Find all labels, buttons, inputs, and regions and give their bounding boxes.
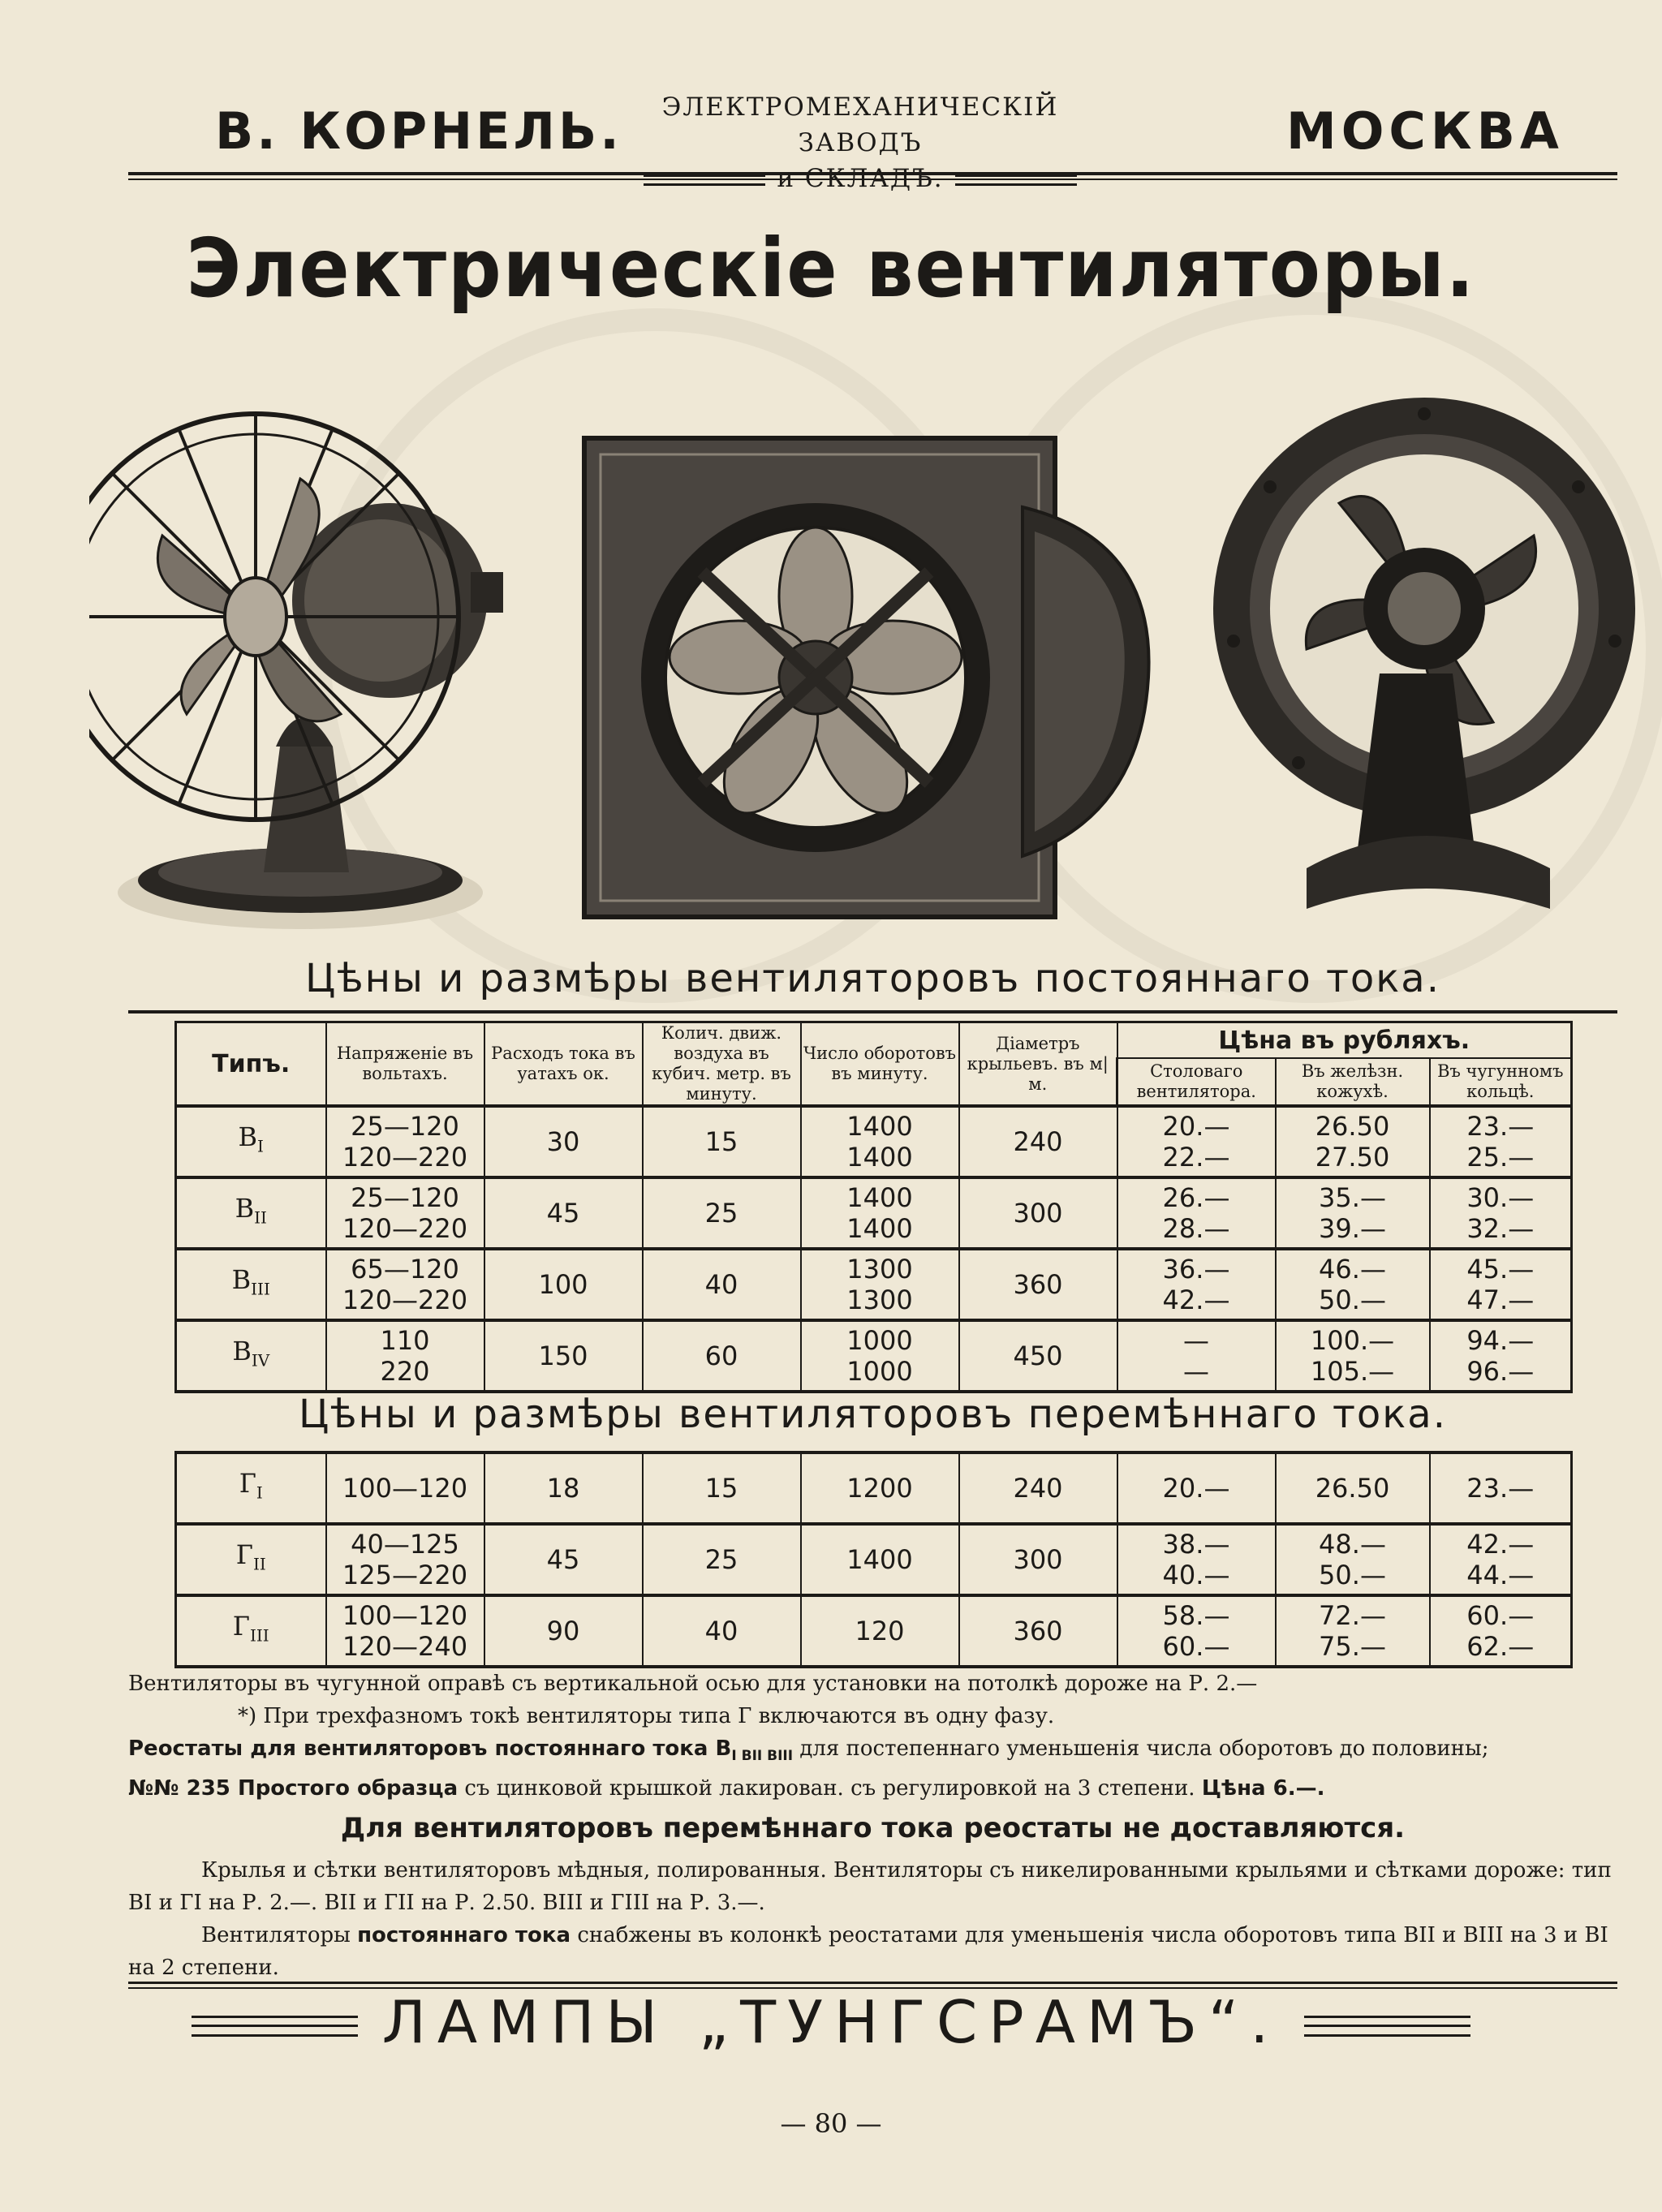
dc-price-table xyxy=(174,1021,1573,1393)
diameter-cell: 300 xyxy=(959,1524,1117,1595)
voltage-cell: 110 220 xyxy=(326,1320,484,1392)
header-type: Типъ. xyxy=(176,1022,326,1107)
rpm-cell: 1300 1300 xyxy=(801,1249,959,1320)
header-voltage: Напряженiе въ вольтахъ. xyxy=(326,1022,484,1107)
dc-row xyxy=(176,1106,1572,1177)
note-column-bold: постояннаго тока xyxy=(357,1923,571,1947)
header-rpm: Число оборотовъ въ минуту. xyxy=(801,1022,959,1107)
dc-row xyxy=(176,1249,1572,1320)
watts-cell: 100 xyxy=(484,1249,643,1320)
voltage-cell: 25—120 120—220 xyxy=(326,1177,484,1249)
note-rheostats-rest: для постепеннаго уменьшенiя числа оборотовъ до половины; xyxy=(793,1736,1489,1761)
price-iron-cell: 35.— 39.— xyxy=(1276,1177,1430,1249)
note-column-a: Вентиляторы xyxy=(201,1923,358,1947)
ac-price-table xyxy=(174,1451,1573,1668)
header-price-group: Цѣна въ рубляхъ. xyxy=(1117,1022,1572,1059)
note-rheostats-sub1: I B xyxy=(731,1748,752,1765)
ac-section-title: Цѣны и размѣры вентиляторовъ перемѣннаго тока. xyxy=(299,1392,1447,1437)
price-table-cell: 20.— xyxy=(1117,1452,1276,1524)
type-cell: $B_{II}$ xyxy=(176,1177,326,1249)
price-iron-cell: 46.— 50.— xyxy=(1276,1249,1430,1320)
air-cell: 15 xyxy=(643,1452,801,1524)
air-cell: 40 xyxy=(643,1249,801,1320)
air-cell: 25 xyxy=(643,1177,801,1249)
rpm-cell: 1400 1400 xyxy=(801,1106,959,1177)
diameter-cell: 240 xyxy=(959,1452,1117,1524)
watts-cell: 45 xyxy=(484,1177,643,1249)
diameter-cell: 360 xyxy=(959,1249,1117,1320)
note-rheostats-bold: Реостаты для вентиляторовъ постояннаго тока B xyxy=(128,1736,732,1761)
note-ceiling-mount: Вентиляторы въ чугунной оправѣ съ вертикальной осью для установки на потолкѣ дороже на Р. 2.— xyxy=(128,1672,1258,1696)
price-table-cell: 58.— 60.— xyxy=(1117,1595,1276,1667)
rpm-cell: 120 xyxy=(801,1595,959,1667)
header-diameter: Дiаметръ крыльевъ. въ м|м. xyxy=(959,1022,1117,1107)
note-rheostats-sub2: II B xyxy=(751,1748,778,1765)
ac-no-rheostats-note: Для вентиляторовъ перемѣннаго тока реостаты не доставляются. xyxy=(340,1812,1406,1844)
ac-row xyxy=(176,1524,1572,1595)
note-nickel-plated: Крылья и сѣтки вентиляторовъ мѣдныя, полированныя. Вентиляторы съ никелированными крыльями и сѣтками дороже: тип BI и ГI на Р. 2.—. BII и ГII на Р. 2.50. BIII и ГIII на Р. 3.—. xyxy=(128,1858,1612,1915)
note-column-b: снабжены въ колонкѣ реостатами для уменьшенiя числа оборотовъ типа BII и BIII на 3 и BI на 2 степени. xyxy=(128,1923,1608,1980)
header-watts: Расходъ тока въ уатахъ ок. xyxy=(484,1022,643,1107)
note-model-price: Цѣна 6.—. xyxy=(1201,1776,1325,1801)
ring-fan-illustration xyxy=(1209,381,1647,949)
type-cell: $Г_{II}$ xyxy=(176,1524,326,1595)
subtitle-line-2-text: и СКЛАДЪ. xyxy=(777,164,944,193)
voltage-cell: 100—120 120—240 xyxy=(326,1595,484,1667)
price-table-cell: 36.— 42.— xyxy=(1117,1249,1276,1320)
price-iron-cell: 26.50 xyxy=(1276,1452,1430,1524)
dc-section-title: Цѣны и размѣры вентиляторовъ постояннаго тока. xyxy=(305,956,1440,1001)
note-rheostats xyxy=(128,1732,1621,1772)
watts-cell: 18 xyxy=(484,1452,643,1524)
price-iron-cell: 26.50 27.50 xyxy=(1276,1106,1430,1177)
table-top-rule xyxy=(128,1010,1617,1013)
notes-block xyxy=(128,1668,1621,1805)
subtitle-line-1: ЭЛЕКТРОМЕХАНИЧЕСКIЙ ЗАВОДЪ xyxy=(661,93,1059,157)
voltage-cell: 25—120 120—220 xyxy=(326,1106,484,1177)
header-price-iron: Въ желѣзн. кожухѣ. xyxy=(1276,1058,1430,1106)
note-three-phase: *) При трехфазномъ токѣ вентиляторы типа Г включаются въ одну фазу. xyxy=(238,1704,1055,1728)
dc-row xyxy=(176,1177,1572,1249)
watts-cell: 45 xyxy=(484,1524,643,1595)
header-price-ring: Въ чугунномъ кольцѣ. xyxy=(1430,1058,1572,1106)
price-ring-cell: 94.— 96.— xyxy=(1430,1320,1572,1392)
footer-brand-text: ЛАМПЫ „ТУНГСРАМЪ“. xyxy=(381,1988,1281,2056)
price-iron-cell: 100.— 105.— xyxy=(1276,1320,1430,1392)
type-cell: $B_I$ xyxy=(176,1106,326,1177)
air-cell: 60 xyxy=(643,1320,801,1392)
type-cell: $B_{III}$ xyxy=(176,1249,326,1320)
price-ring-cell: 60.— 62.— xyxy=(1430,1595,1572,1667)
desk-fan-illustration xyxy=(89,365,544,941)
note-rheostats-sub3: III xyxy=(777,1748,794,1765)
ac-row xyxy=(176,1595,1572,1667)
diameter-cell: 360 xyxy=(959,1595,1117,1667)
header-rule xyxy=(128,172,1617,180)
voltage-cell: 65—120 120—220 xyxy=(326,1249,484,1320)
price-table-cell: 26.— 28.— xyxy=(1117,1177,1276,1249)
note-model-235 xyxy=(128,1772,1621,1805)
diameter-cell: 300 xyxy=(959,1177,1117,1249)
dc-row xyxy=(176,1320,1572,1392)
company-name: В. КОРНЕЛЬ. xyxy=(215,101,622,161)
header-price-table: Столоваго вентилятора. xyxy=(1117,1058,1276,1106)
air-cell: 25 xyxy=(643,1524,801,1595)
dc-table-body xyxy=(176,1106,1572,1392)
ac-row xyxy=(176,1452,1572,1524)
price-ring-cell: 23.— 25.— xyxy=(1430,1106,1572,1177)
air-cell: 15 xyxy=(643,1106,801,1177)
price-table-cell: 20.— 22.— xyxy=(1117,1106,1276,1177)
diameter-cell: 450 xyxy=(959,1320,1117,1392)
watts-cell: 30 xyxy=(484,1106,643,1177)
type-cell: $Г_{III}$ xyxy=(176,1595,326,1667)
footer-ornament-left xyxy=(192,2016,358,2037)
rpm-cell: 1400 xyxy=(801,1524,959,1595)
footer-ornament-right xyxy=(1304,2016,1470,2037)
voltage-cell: 40—125 125—220 xyxy=(326,1524,484,1595)
page-title: Электрическiе вентиляторы. xyxy=(186,221,1476,316)
watts-cell: 90 xyxy=(484,1595,643,1667)
note-model-bold: №№ 235 Простого образца xyxy=(128,1776,459,1801)
page-number: — 80 — xyxy=(780,2108,882,2139)
footer-brand-banner xyxy=(0,1988,1662,2056)
diameter-cell: 240 xyxy=(959,1106,1117,1177)
table-header-row xyxy=(176,1022,1572,1059)
price-table-cell: — — xyxy=(1117,1320,1276,1392)
voltage-cell: 100—120 xyxy=(326,1452,484,1524)
type-cell: $B_{IV}$ xyxy=(176,1320,326,1392)
price-ring-cell: 23.— xyxy=(1430,1452,1572,1524)
price-ring-cell: 30.— 32.— xyxy=(1430,1177,1572,1249)
watts-cell: 150 xyxy=(484,1320,643,1392)
type-cell: $Г_I$ xyxy=(176,1452,326,1524)
price-iron-cell: 48.— 50.— xyxy=(1276,1524,1430,1595)
header-air: Колич. движ. воздуха въ кубич. метр. въ минуту. xyxy=(643,1022,801,1107)
company-subtitle xyxy=(617,89,1104,193)
price-table-cell: 38.— 40.— xyxy=(1117,1524,1276,1595)
rpm-cell: 1000 1000 xyxy=(801,1320,959,1392)
note-column-rheostats xyxy=(128,1919,1621,1984)
price-ring-cell: 45.— 47.— xyxy=(1430,1249,1572,1320)
cabinet-fan-illustration xyxy=(580,434,1165,921)
air-cell: 40 xyxy=(643,1595,801,1667)
rpm-cell: 1200 xyxy=(801,1452,959,1524)
price-iron-cell: 72.— 75.— xyxy=(1276,1595,1430,1667)
price-ring-cell: 42.— 44.— xyxy=(1430,1524,1572,1595)
notes-paragraphs xyxy=(128,1854,1621,1984)
ac-table-body xyxy=(176,1452,1572,1667)
note-model-rest: съ цинковой крышкой лакирован. съ регулировкой на 3 степени. xyxy=(458,1776,1202,1801)
rpm-cell: 1400 1400 xyxy=(801,1177,959,1249)
city-name: МОСКВА xyxy=(1286,101,1564,161)
